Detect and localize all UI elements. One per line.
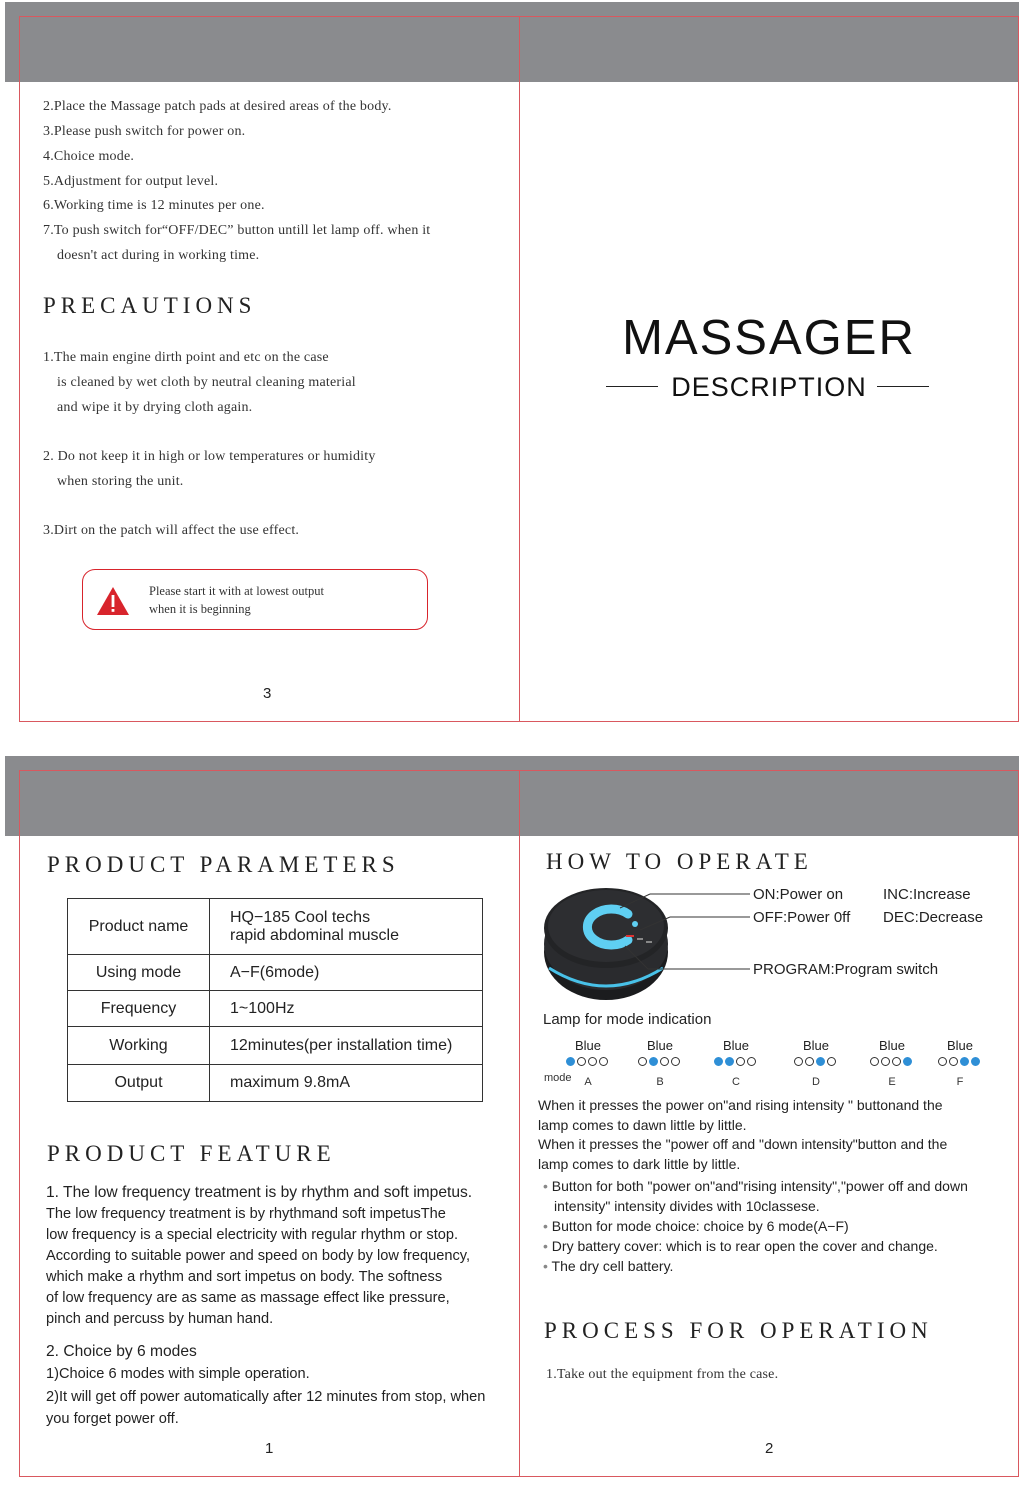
frame-line	[19, 16, 20, 722]
precaution-line: 1.The main engine dirth point and etc on the case	[43, 350, 329, 365]
lamp-on-dot	[566, 1057, 575, 1066]
mode-color-label: Blue	[722, 1038, 750, 1053]
param-value-line: HQ−185 Cool techs	[230, 908, 371, 926]
desc-line: When it presses the "power off and "down intensity"button and the	[538, 1136, 948, 1152]
step-line: doesn't act during in working time.	[57, 248, 260, 263]
lamp-off-dot	[599, 1057, 608, 1066]
mode-color-label: Blue	[574, 1038, 602, 1053]
feature-subheading: 2. Choice by 6 modes	[46, 1343, 197, 1360]
frame-line	[19, 1476, 1019, 1477]
mode-letter: A	[584, 1076, 592, 1088]
step-line: 7.To push switch for“OFF/DEC” button untill let lamp off. when it	[43, 223, 431, 238]
list-item: • The dry cell battery.	[543, 1258, 674, 1274]
lamp-off-dot	[870, 1057, 879, 1066]
param-value: maximum 9.8mA	[210, 1065, 483, 1102]
lamp-heading: Lamp for mode indication	[543, 1011, 712, 1028]
step-line: 2.Place the Massage patch pads at desired areas of the body.	[43, 99, 392, 114]
table-row	[68, 899, 483, 955]
mode-color-label: Blue	[946, 1038, 974, 1053]
feature-heading: PRODUCT FEATURE	[47, 1141, 336, 1166]
bottom-header-band	[5, 756, 1019, 836]
mode-letter: F	[956, 1076, 964, 1088]
lamp-off-dot	[736, 1057, 745, 1066]
desc-line: lamp comes to dawn little by little.	[538, 1116, 747, 1133]
lamp-off-dot	[747, 1057, 756, 1066]
list-item: • Dry battery cover: which is to rear open the cover and change.	[543, 1238, 938, 1254]
table-row	[68, 1065, 483, 1102]
feature-line: According to suitable power and speed on body by low frequency,	[46, 1248, 471, 1264]
operate-heading: HOW TO OPERATE	[546, 849, 813, 874]
frame-line	[19, 770, 1019, 771]
feature-line: which make a rhythm and sort impetus on body. The softness	[46, 1269, 443, 1285]
feature-line: The low frequency treatment is by rhythmand soft impetusThe	[46, 1206, 446, 1222]
params-heading: PRODUCT PARAMETERS	[47, 852, 400, 877]
process-step: 1.Take out the equipment from the case.	[546, 1367, 779, 1382]
warning-triangle-icon	[96, 586, 130, 616]
list-item: • Button for both "power on"and"rising intensity","power off and down	[543, 1178, 968, 1194]
lamp-dots	[867, 1053, 917, 1071]
param-key: Using mode	[68, 955, 210, 991]
callout-lines	[600, 880, 760, 980]
bullet-text: The dry cell battery.	[551, 1258, 674, 1274]
mode-column	[935, 1038, 985, 1088]
bullet-text: Button for both "power on"and"rising intensity","power off and down	[551, 1178, 968, 1194]
lamp-off-dot	[805, 1057, 814, 1066]
feature-line: 1)Choice 6 modes with simple operation.	[46, 1366, 310, 1382]
warning-text: Please start it with at lowest output	[149, 584, 324, 598]
bullet-text: Dry battery cover: which is to rear open the cover and change.	[551, 1238, 938, 1254]
mode-column	[635, 1038, 685, 1088]
param-key: Product name	[68, 899, 210, 955]
frame-line	[519, 770, 520, 1477]
mode-column	[791, 1038, 841, 1088]
lamp-on-dot	[725, 1057, 734, 1066]
label-off: OFF:Power 0ff	[753, 909, 851, 926]
warning-box	[82, 569, 428, 630]
lamp-on-dot	[714, 1057, 723, 1066]
label-program: PROGRAM:Program switch	[753, 961, 939, 978]
mode-color-label: Blue	[878, 1038, 906, 1053]
mode-letter: B	[656, 1076, 664, 1088]
precautions-heading: PRECAUTIONS	[43, 293, 257, 318]
label-inc: INC:Increase	[883, 886, 971, 903]
mode-letter: D	[812, 1076, 820, 1088]
frame-line	[1018, 770, 1019, 1477]
lamp-off-dot	[827, 1057, 836, 1066]
param-key: Working	[68, 1027, 210, 1065]
lamp-on-dot	[816, 1057, 825, 1066]
label-on: ON:Power on	[753, 886, 844, 903]
lamp-off-dot	[949, 1057, 958, 1066]
mode-color-label: Blue	[802, 1038, 830, 1053]
lamp-on-dot	[960, 1057, 969, 1066]
feature-line: you forget power off.	[46, 1411, 179, 1427]
lamp-off-dot	[660, 1057, 669, 1066]
lamp-on-dot	[903, 1057, 912, 1066]
frame-line	[19, 16, 1019, 17]
feature-subheading: 1. The low frequency treatment is by rhythm and soft impetus.	[46, 1184, 473, 1201]
operate-description	[538, 1096, 947, 1174]
step-line: 3.Please push switch for power on.	[43, 124, 246, 139]
lamp-off-dot	[577, 1057, 586, 1066]
step-line: 4.Choice mode.	[43, 149, 135, 164]
param-value	[210, 899, 483, 955]
warning-text: when it is beginning	[149, 602, 251, 616]
list-item: • Button for mode choice: choice by 6 mode(A−F)	[543, 1218, 849, 1234]
step-line: 6.Working time is 12 minutes per one.	[43, 198, 265, 213]
label-dec: DEC:Decrease	[883, 909, 984, 926]
lamp-dots	[563, 1053, 613, 1071]
lamp-on-dot	[649, 1057, 658, 1066]
table-row	[68, 1027, 483, 1065]
precaution-line: 3.Dirt on the patch will affect the use effect.	[43, 523, 300, 538]
feature-line: pinch and percuss by human hand.	[46, 1311, 274, 1327]
feature-line: of low frequency are as same as massage effect like pressure,	[46, 1290, 450, 1306]
lamp-dots	[935, 1053, 985, 1071]
mode-column	[711, 1038, 761, 1088]
lamp-off-dot	[892, 1057, 901, 1066]
bullet-text: intensity" intensity divides with 10classese.	[554, 1198, 820, 1214]
table-row	[68, 991, 483, 1027]
frame-line	[519, 16, 520, 722]
frame-line	[19, 721, 1019, 722]
mode-column	[867, 1038, 917, 1088]
param-value: 12minutes(per installation time)	[210, 1027, 483, 1065]
param-key: Frequency	[68, 991, 210, 1027]
cover-title: MASSAGER	[622, 311, 916, 365]
lamp-off-dot	[794, 1057, 803, 1066]
param-value-line: rapid abdominal muscle	[230, 926, 399, 944]
mode-letter: E	[888, 1076, 896, 1088]
page-number: 2	[765, 1440, 774, 1457]
precaution-line: 2. Do not keep it in high or low temperatures or humidity	[43, 449, 376, 464]
page-number: 3	[263, 685, 272, 702]
frame-line	[1018, 16, 1019, 722]
param-key: Output	[68, 1065, 210, 1102]
lamp-off-dot	[881, 1057, 890, 1066]
precaution-line: when storing the unit.	[57, 474, 184, 489]
param-value: A−F(6mode)	[210, 955, 483, 991]
bullet-list	[543, 1176, 968, 1276]
top-header-band	[5, 2, 1019, 82]
cover-rule-right	[877, 386, 929, 387]
lamp-off-dot	[671, 1057, 680, 1066]
lamp-off-dot	[638, 1057, 647, 1066]
list-item	[543, 1196, 968, 1216]
param-value: 1~100Hz	[210, 991, 483, 1027]
lamp-dots	[635, 1053, 685, 1071]
table-row	[68, 955, 483, 991]
bullet-text: Button for mode choice: choice by 6 mode(A−F)	[551, 1218, 849, 1234]
step-line: 5.Adjustment for output level.	[43, 174, 219, 189]
precaution-line: and wipe it by drying cloth again.	[57, 400, 253, 415]
feature-block	[46, 1182, 506, 1430]
lamp-dots	[791, 1053, 841, 1071]
cover-subtitle: DESCRIPTION	[671, 372, 867, 402]
desc-line: lamp comes to dark little by little.	[538, 1155, 741, 1172]
lamp-on-dot	[971, 1057, 980, 1066]
feature-line: 2)It will get off power automatically after 12 minutes from stop, when	[46, 1389, 486, 1405]
desc-line: When it presses the power on"and rising intensity " buttonand the	[538, 1097, 943, 1113]
lamp-dots	[711, 1053, 761, 1071]
mode-color-label: Blue	[646, 1038, 674, 1053]
mode-letter: C	[732, 1076, 740, 1088]
lamp-off-dot	[588, 1057, 597, 1066]
precaution-line: is cleaned by wet cloth by neutral cleaning material	[57, 375, 356, 390]
process-heading: PROCESS FOR OPERATION	[544, 1318, 933, 1343]
params-table	[67, 898, 483, 1102]
feature-line: low frequency is a special electricity with regular rhythm or stop.	[46, 1227, 459, 1243]
frame-line	[19, 770, 20, 1477]
lamp-off-dot	[938, 1057, 947, 1066]
page-number: 1	[265, 1440, 274, 1457]
mode-prefix: mode	[544, 1072, 572, 1084]
